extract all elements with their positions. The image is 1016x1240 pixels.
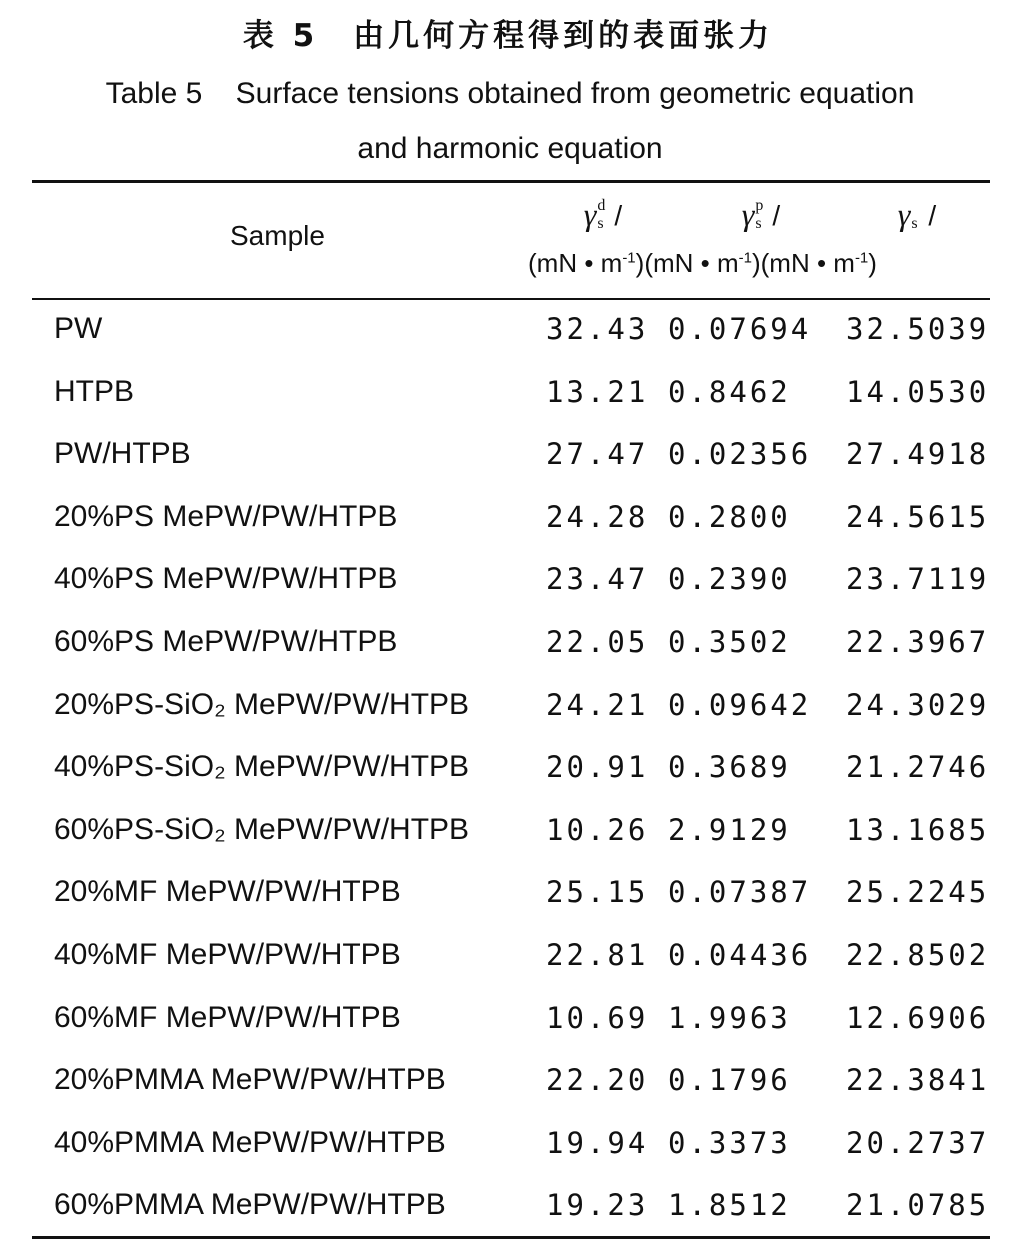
polar-value-cell: 0.2800 (668, 499, 791, 534)
dispersive-value-cell: 22.20 (546, 1063, 649, 1098)
total-value-cell: 24.3029 (846, 687, 990, 722)
dispersive-value-cell: 25.15 (546, 875, 649, 910)
table-row (0, 801, 1016, 864)
table-row (0, 300, 1016, 363)
polar-value-cell: 0.3689 (668, 750, 791, 785)
total-value-cell: 20.2737 (846, 1125, 990, 1160)
total-value-cell: 21.0785 (846, 1188, 990, 1223)
sample-cell: 20%PS MePW/PW/HTPB (54, 499, 398, 533)
polar-value-cell: 0.3373 (668, 1125, 791, 1160)
sample-cell: 60%PS MePW/PW/HTPB (54, 625, 398, 658)
total-value-cell: 27.4918 (846, 437, 990, 472)
caption-english-line-1: Table 5 Surface tensions obtained from geometric equation (105, 77, 915, 110)
header-col1-superscript: d (597, 196, 606, 214)
header-col2-superscript: p (755, 196, 764, 214)
polar-value-cell: 0.2390 (668, 562, 791, 597)
table-row (0, 863, 1016, 926)
header-col2-subscript: s (755, 214, 762, 232)
table-row (0, 676, 1016, 739)
dispersive-value-cell: 19.23 (546, 1188, 649, 1223)
sample-cell: 20%MF MePW/PW/HTPB (54, 875, 401, 909)
polar-value-cell: 0.1796 (668, 1063, 791, 1098)
total-value-cell: 23.7119 (846, 562, 990, 597)
sample-cell: 20%PMMA MePW/PW/HTPB (54, 1063, 446, 1097)
table-row (0, 1114, 1016, 1177)
polar-value-cell: 2.9129 (668, 812, 791, 847)
total-value-cell: 13.1685 (846, 812, 990, 847)
table-row (0, 738, 1016, 801)
table-top-rule (32, 180, 990, 183)
table-row (0, 926, 1016, 989)
sample-cell: PW/HTPB (54, 437, 191, 471)
polar-value-cell: 0.8462 (668, 374, 791, 409)
sample-cell: HTPB (54, 374, 135, 408)
sample-cell: 20%PS-SiO₂ MePW/PW/HTPB (54, 687, 470, 721)
table-row (0, 989, 1016, 1052)
total-value-cell: 24.5615 (846, 499, 990, 534)
header-units: (mN • $m^{-1})(mN$ • $m^{-1})(mN$ • $m^{-1}$) (528, 248, 877, 278)
dispersive-value-cell: 22.81 (546, 938, 649, 972)
dispersive-value-cell: 27.47 (546, 437, 649, 472)
polar-value-cell: 0.07694 (668, 312, 812, 346)
dispersive-value-cell: 10.26 (546, 812, 649, 847)
table-row (0, 425, 1016, 488)
polar-value-cell: 0.04436 (668, 938, 812, 972)
polar-value-cell: 0.07387 (668, 875, 812, 910)
header-col1-slash: / (614, 200, 623, 231)
header-total-surface-tension (842, 196, 992, 233)
sample-cell: 40%PMMA MePW/PW/HTPB (54, 1125, 446, 1159)
sample-cell: 40%MF MePW/PW/HTPB (54, 938, 401, 971)
sample-cell: 40%PS-SiO₂ MePW/PW/HTPB (54, 750, 470, 784)
header-col1-symbol: γ (583, 196, 597, 232)
table-caption-chinese: 表 5 由几何方程得到的表面张力 (242, 18, 774, 54)
dispersive-value-cell: 19.94 (546, 1125, 649, 1160)
header-col3-slash: / (928, 200, 937, 231)
total-value-cell: 22.3841 (846, 1063, 990, 1098)
total-value-cell: 32.5039 (846, 312, 990, 346)
polar-value-cell: 1.9963 (668, 1000, 791, 1035)
sample-cell: PW (54, 312, 103, 345)
header-col1-subscript: s (597, 214, 604, 232)
dispersive-value-cell: 23.47 (546, 562, 649, 597)
sample-cell: 40%PS MePW/PW/HTPB (54, 562, 398, 596)
polar-value-cell: 0.09642 (668, 687, 812, 722)
sample-cell: 60%MF MePW/PW/HTPB (54, 1000, 401, 1034)
table-row (0, 488, 1016, 551)
total-value-cell: 21.2746 (846, 750, 990, 785)
total-value-cell: 22.8502 (846, 938, 990, 972)
dispersive-value-cell: 22.05 (546, 625, 649, 659)
header-col3-symbol: γ (897, 196, 911, 232)
polar-value-cell: 0.3502 (668, 625, 791, 659)
header-dispersive-component (528, 196, 678, 233)
table-row (0, 363, 1016, 426)
dispersive-value-cell: 24.21 (546, 687, 649, 722)
header-col2-slash: / (772, 200, 781, 231)
table-bottom-rule (32, 1236, 990, 1239)
total-value-cell: 12.6906 (846, 1000, 990, 1035)
header-sample: Sample (230, 220, 325, 251)
table-caption-english (60, 66, 960, 176)
total-value-cell: 14.0530 (846, 374, 990, 409)
header-polar-component (686, 196, 836, 233)
dispersive-value-cell: 13.21 (546, 374, 649, 409)
table-row (0, 1051, 1016, 1114)
dispersive-value-cell: 24.28 (546, 499, 649, 534)
header-col3-subscript: s (911, 214, 918, 232)
table-row (0, 1176, 1016, 1239)
polar-value-cell: 1.8512 (668, 1188, 791, 1223)
dispersive-value-cell: 20.91 (546, 750, 649, 785)
sample-cell: 60%PS-SiO₂ MePW/PW/HTPB (54, 812, 470, 846)
sample-cell: 60%PMMA MePW/PW/HTPB (54, 1188, 446, 1222)
total-value-cell: 25.2245 (846, 875, 990, 910)
total-value-cell: 22.3967 (846, 625, 990, 659)
dispersive-value-cell: 32.43 (546, 312, 649, 346)
caption-english-line-2: and harmonic equation (357, 132, 663, 165)
header-col2-symbol: γ (741, 196, 755, 232)
dispersive-value-cell: 10.69 (546, 1000, 649, 1035)
table-row (0, 613, 1016, 676)
table-row (0, 550, 1016, 613)
polar-value-cell: 0.02356 (668, 437, 812, 472)
